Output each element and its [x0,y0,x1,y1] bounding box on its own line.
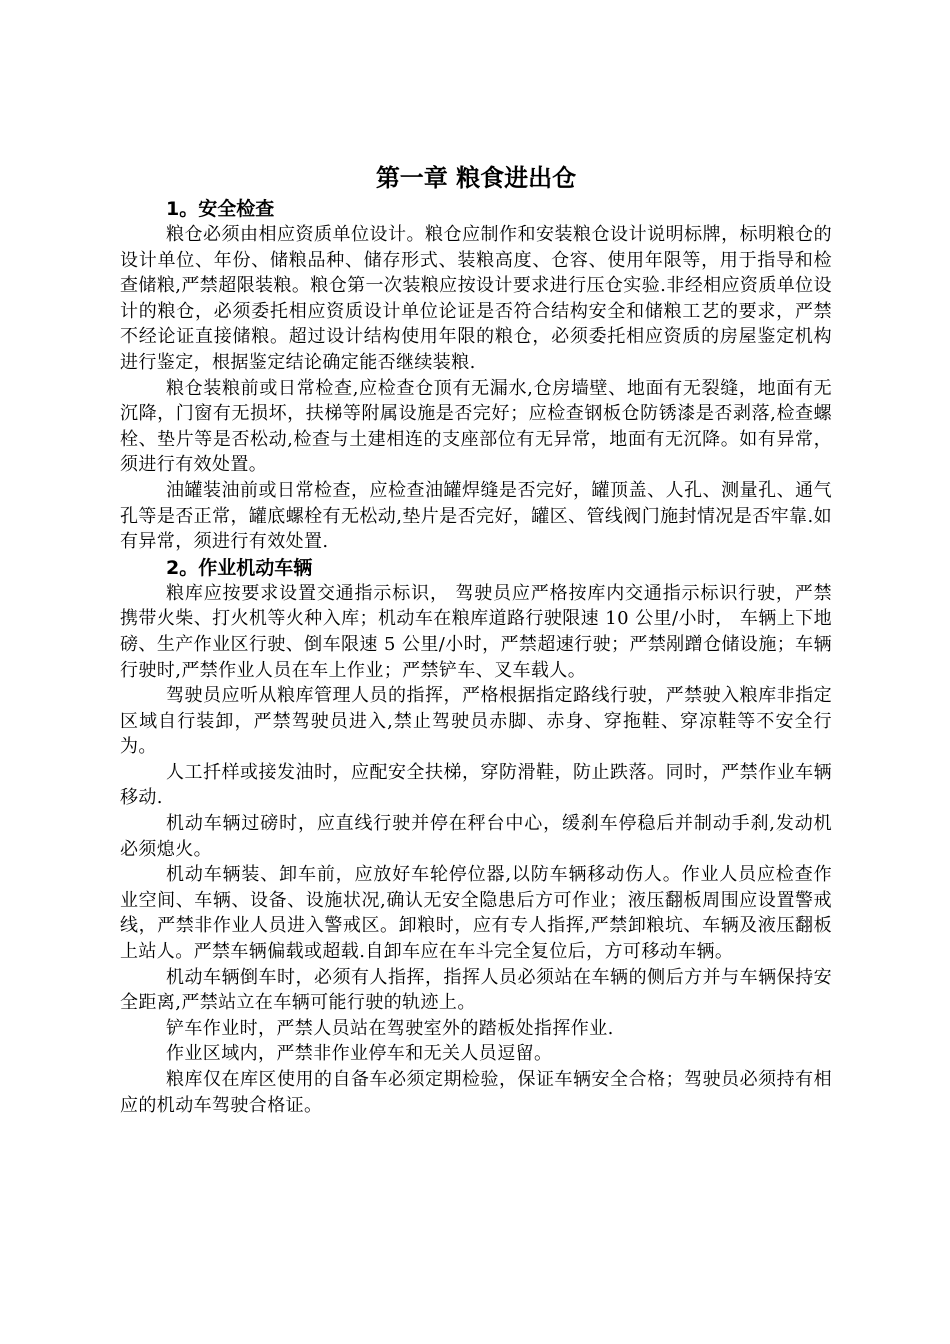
paragraph: 人工扦样或接发油时，应配安全扶梯，穿防滑鞋，防止跌落。同时，严禁作业车辆移动. [120,761,832,809]
paragraph: 铲车作业时，严禁人员站在驾驶室外的踏板处指挥作业. [166,1017,614,1039]
paragraph: 机动车辆倒车时，必须有人指挥，指挥人员必须站在车辆的侧后方并与车辆保持安全距离,严禁站立在车辆可能行驶的轨迹上。 [120,966,832,1014]
document-page [120,160,832,1118]
paragraph: 机动车辆装、卸车前，应放好车轮停位器,以防车辆移动伤人。作业人员应检查作业空间、车辆、设备、设施状况,确认无安全隐患后方可作业；液压翻板周围应设置警戒线，严禁非作业人员进入警戒区。卸粮时，应有专人指挥,严禁卸粮坑、车辆及液压翻板上站人。严禁车辆偏载或超载.自卸车应在车斗完全复位后，方可移动车辆。 [120,864,832,963]
paragraph: 粮库仅在库区使用的自备车必须定期检验，保证车辆安全合格；驾驶员必须持有相应的机动车驾驶合格证。 [120,1069,832,1116]
paragraph: 粮仓装粮前或日常检查,应检查仓顶有无漏水,仓房墙壁、地面有无裂缝，地面有无沉降，门窗有无损坏，扶梯等附属设施是否完好；应检查钢板仓防锈漆是否剥落,检查螺栓、垫片等是否松动,检查与土建相连的支座部位有无异常，地面有无沉降。如有异常，须进行有效处置。 [120,377,832,476]
paragraph: 油罐装油前或日常检查，应检查油罐焊缝是否完好，罐顶盖、人孔、测量孔、通气孔等是否正常，罐底螺栓有无松动,垫片是否完好，罐区、管线阀门施封情况是否牢靠.如有异常，须进行有效处置. [120,479,832,553]
section-motor-vehicles [120,555,832,1118]
paragraph: 驾驶员应听从粮库管理人员的指挥，严格根据指定路线行驶，严禁驶入粮库非指定区域自行装卸，严禁驾驶员进入,禁止驾驶员赤脚、赤身、穿拖鞋、穿凉鞋等不安全行为。 [120,685,832,758]
section-heading: 1。安全检查 [166,198,275,220]
section-safety-inspection [120,196,832,555]
paragraph: 粮库应按要求设置交通指示标识， 驾驶员应严格按库内交通指示标识行驶，严禁携带火柴、打火机等火种入库；机动车在粮库道路行驶限速 10 公里/小时， 车辆上下地磅、生产作业区行驶、倒车限速 5 公里/小时，严禁超速行驶；严禁剐蹭仓储设施；车辆行驶时,严禁作业人员在车上作业；严禁铲车、叉车载人。 [120,582,832,681]
paragraph: 作业区域内，严禁非作业停车和无关人员逗留。 [166,1043,553,1065]
paragraph: 粮仓必须由相应资质单位设计。粮仓应制作和安装粮仓设计说明标牌，标明粮仓的设计单位、年份、储粮品种、储存形式、装粮高度、仓容、使用年限等，用于指导和检查储粮,严禁超限装粮。粮仓第一次装粮应按设计要求进行压仓实验.非经相应资质单位设计的粮仓，必须委托相应资质设计单位论证是否符合结构安全和储粮工艺的要求，严禁不经论证直接储粮。超过设计结构使用年限的粮仓，必须委托相应资质的房屋鉴定机构进行鉴定，根据鉴定结论确定能否继续装粮. [120,224,832,373]
paragraph: 机动车辆过磅时，应直线行驶并停在秤台中心，缓刹车停稳后并制动手刹,发动机必须熄火。 [120,813,832,860]
chapter-title: 第一章 粮食进出仓 [375,164,577,192]
section-heading: 2。作业机动车辆 [166,556,313,579]
